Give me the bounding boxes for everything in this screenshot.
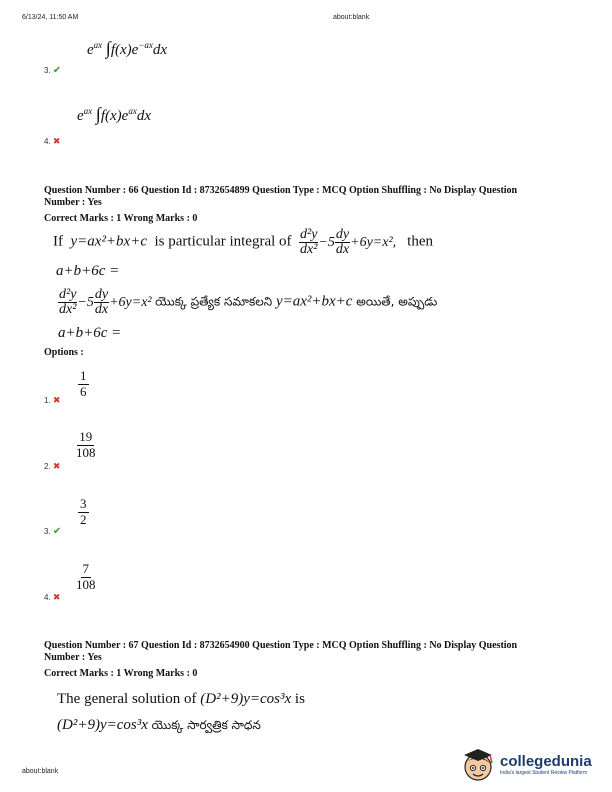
cross-icon: ✖ [52,136,61,146]
question-67-marks: Correct Marks : 1 Wrong Marks : 0 [44,668,198,679]
option-fraction: 1 6 [80,368,87,399]
print-url: about:blank [333,14,370,21]
question-66-stem-te: $\frac{\text{d²y}}{\text{dx²}}$ −5 $\frac{dy}{dx}$ +6y=x² యొక్క ప్రత్యేక సమాకలని y=ax²+bx+c అయితే, అప్పుడు [59,287,438,317]
question-66-meta: Question Number : 66 Question Id : 8732654899 Question Type : MCQ Option Shuffling : No Display Question Number : Yes [44,185,518,208]
question-66-result-te: a+b+6c = [58,325,122,341]
option-number: 4. ✖ [44,136,61,146]
logo-name: collegedunia [500,752,592,770]
check-icon: ✔ [52,65,62,76]
question-67-stem-en: The general solution of (D²+9)y=cos³x is [57,691,305,707]
question-67-meta: Question Number : 67 Question Id : 8732654900 Question Type : MCQ Option Shuffling : No Display Question Number : Yes [44,640,518,663]
logo-tagline: India's largest Student Review Platform [500,769,588,776]
cross-icon: ✖ [52,461,61,471]
check-icon: ✔ [52,526,62,537]
cross-icon: ✖ [52,395,61,405]
question-67-stem-te: (D²+9)y=cos³x యొక్క సార్వత్రిక సాధన [57,717,261,733]
option-expression: $e^{ax}$ $\int f(x)e^{-ax}dx$ [87,38,168,58]
option-number: 4. ✖ [44,592,61,602]
option-number: 2. ✖ [44,461,61,471]
option-expression: $e^{ax}$ $\int f(x)e^{ax}dx$ [77,104,152,124]
option-number: 3. ✔ [44,526,62,537]
option-number: 1. ✖ [44,395,61,405]
option-fraction: 19 108 [76,429,96,460]
collegedunia-logo [460,745,610,785]
logo-mascot-icon [460,746,496,784]
cross-icon: ✖ [52,592,61,602]
footer-url: about:blank [22,768,59,775]
question-66-marks: Correct Marks : 1 Wrong Marks : 0 [44,213,198,224]
option-fraction: 7 108 [76,561,96,592]
option-fraction: 3 2 [80,496,87,527]
question-66-stem-en: If y=ax²+bx+c is particular integral of $\frac{\text{d²y}}{\text{dx²}}$ −5 $\frac{dy}{dx}$ +6y=x², then [53,227,433,257]
question-66-result-en: a+b+6c = [56,263,120,279]
options-label: Options : [44,347,84,358]
option-number: 3. ✔ [44,65,62,76]
print-timestamp: 6/13/24, 11:50 AM [22,14,79,21]
